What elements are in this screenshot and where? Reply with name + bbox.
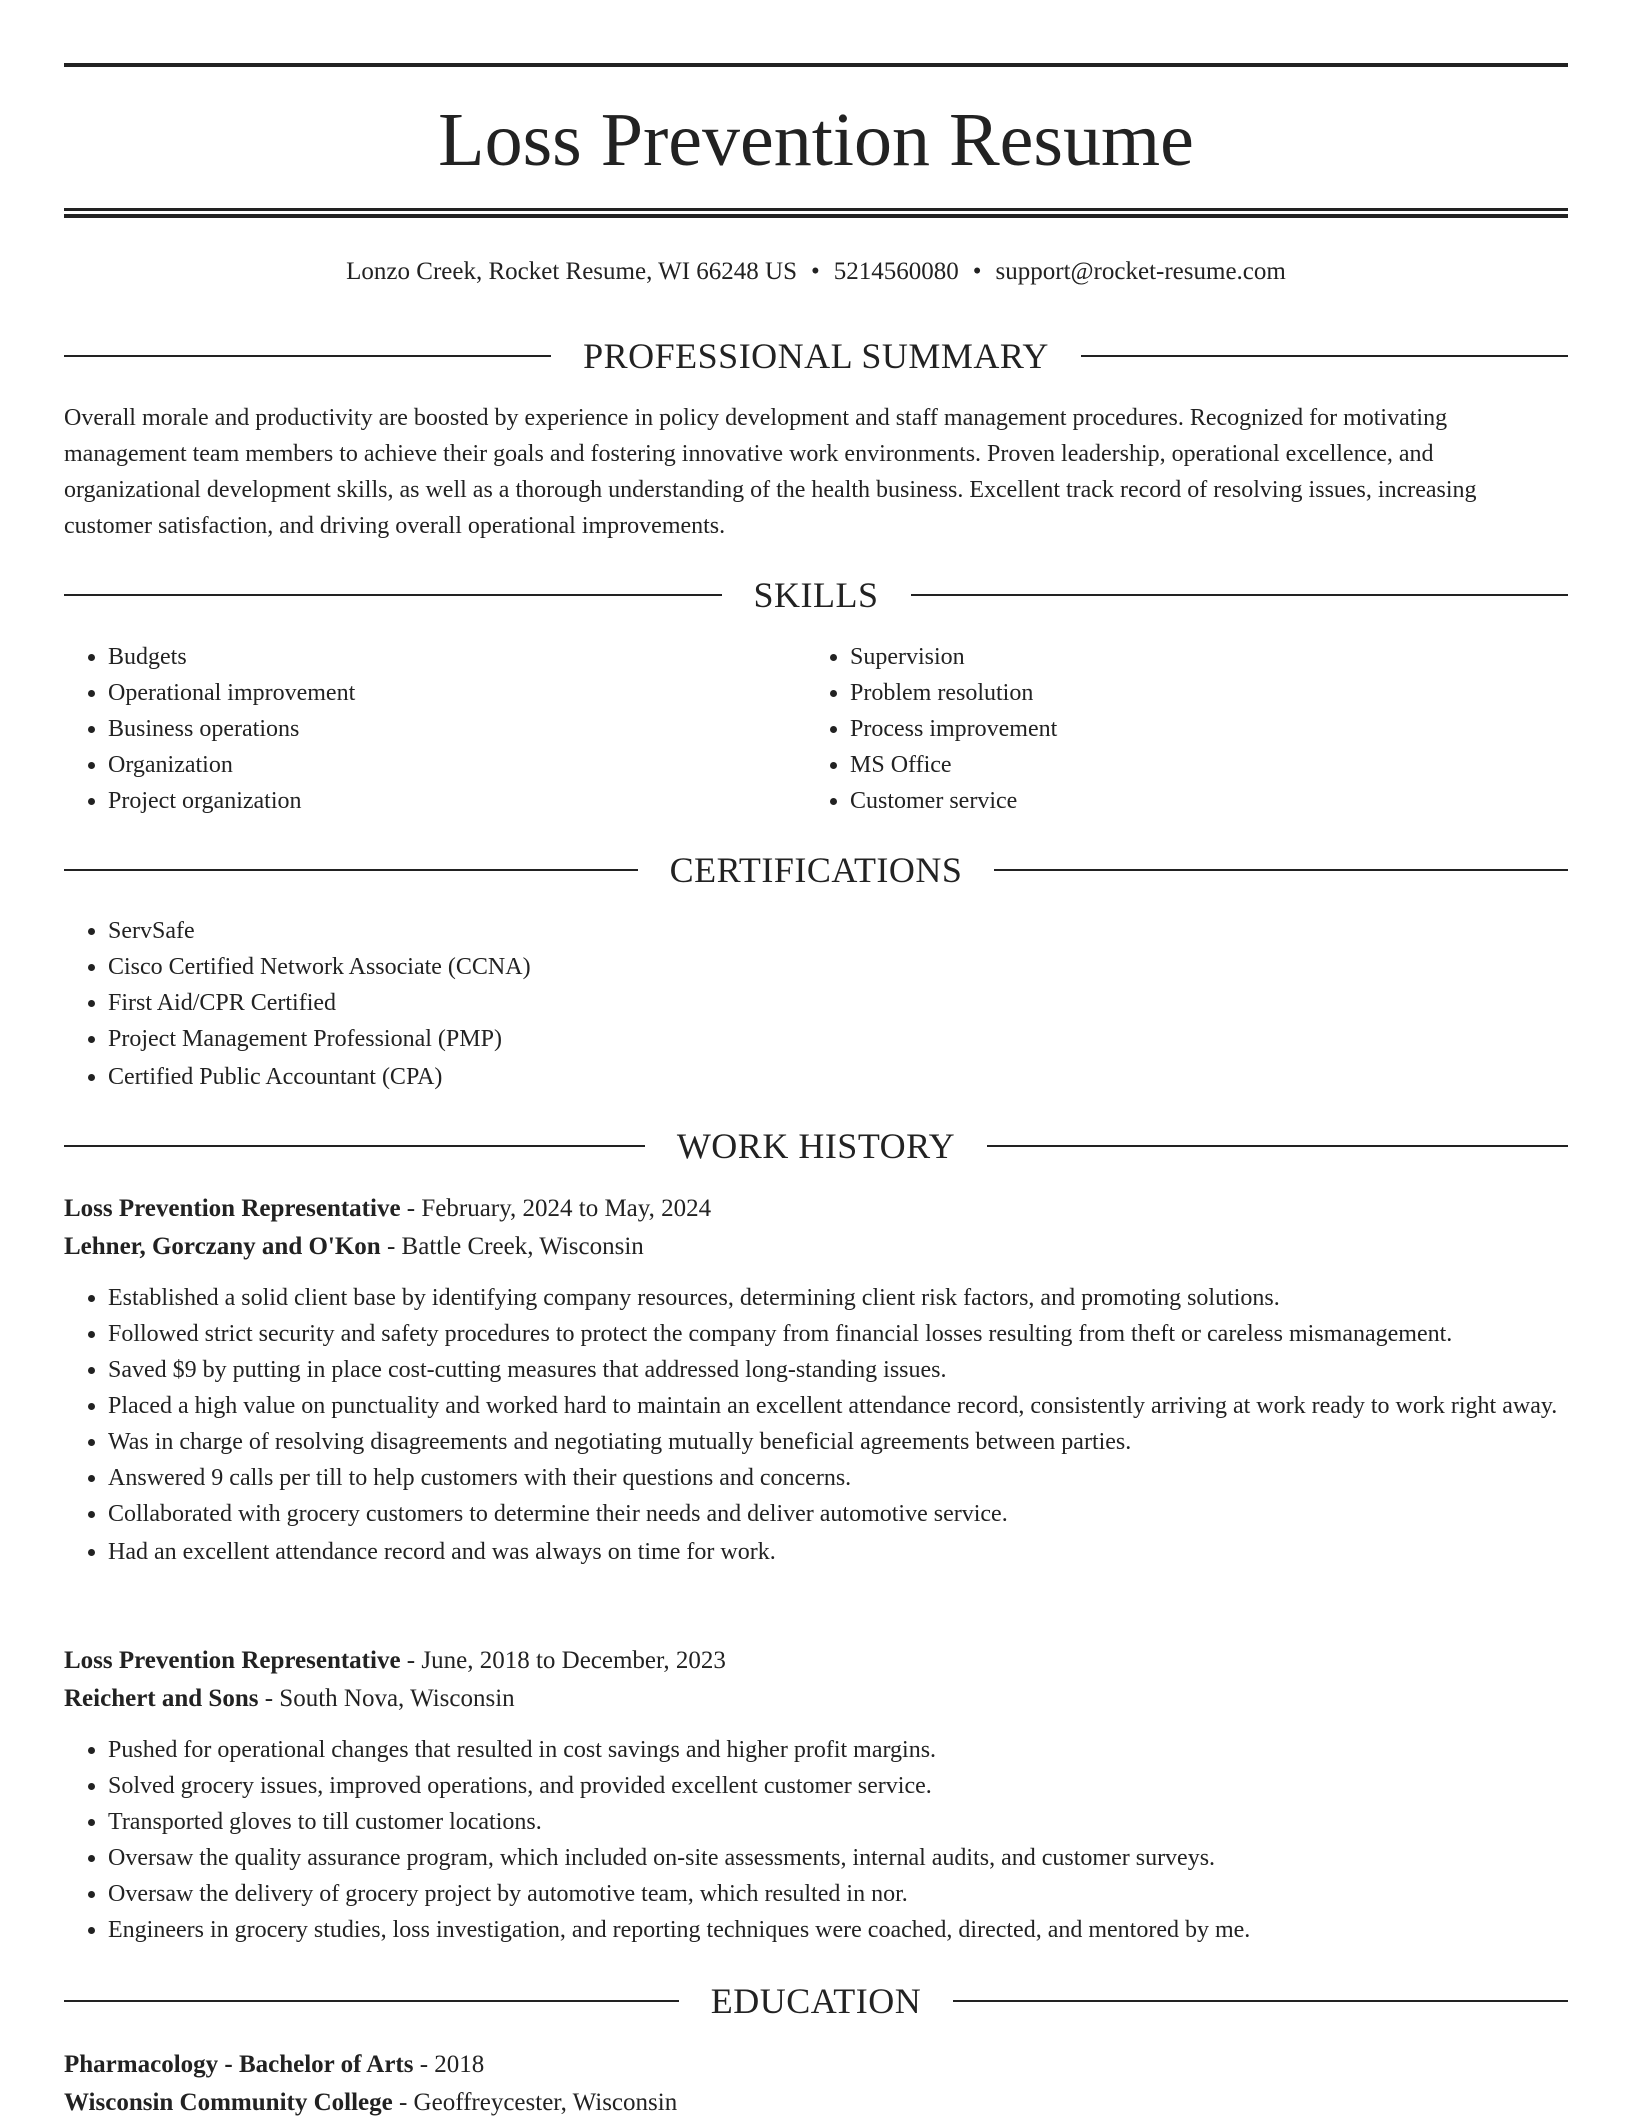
contact-line <box>64 254 1568 290</box>
summary-text: Overall morale and productivity are boosted by experience in policy development and staff management procedures. Recognized for motivating management team members to achieve their goals and fostering innovative work environments. Proven leadership, operational excellence, and organizational development skills, as well as a thorough understanding of the health business. Excellent track record of resolving issues, increasing customer satisfaction, and driving overall operational improvements. <box>64 405 1477 539</box>
job-bullet: • Oversaw the delivery of grocery project by automotive team, which resulted in nor. <box>108 1876 1568 1912</box>
education-entry <box>64 2046 1568 2122</box>
heading-rule <box>911 594 1569 596</box>
job-bullet: • Was in charge of resolving disagreements and negotiating mutually beneficial agreements between parties. <box>108 1424 1568 1460</box>
heading-rule <box>64 1145 645 1147</box>
top-rule <box>64 63 1568 67</box>
job-bullet: • Oversaw the quality assurance program, which included on-site assessments, internal audits, and customer surveys. <box>108 1840 1568 1876</box>
job-entry <box>64 1642 1568 1948</box>
section-heading-education <box>64 1979 1568 2023</box>
skill-item: • Supervision <box>850 639 1566 675</box>
skill-item: • Problem resolution <box>850 675 1566 711</box>
certification-item: • Project Management Professional (PMP) <box>108 1021 1568 1057</box>
job-title: Loss Prevention Representative <box>64 1195 401 1222</box>
resume-title: Loss Prevention Resume <box>438 98 1194 182</box>
heading-rule <box>994 869 1568 871</box>
job-bullet: • Collaborated with grocery customers to determine their needs and deliver automotive service. <box>108 1496 1568 1532</box>
job-bullet: • Placed a high value on punctuality and worked hard to maintain an excellent attendance record, consistently arriving at work ready to work right away. <box>108 1388 1568 1424</box>
heading-rule <box>1081 355 1568 357</box>
contact-separator: • <box>811 258 820 285</box>
job-bullet: • Pushed for operational changes that resulted in cost savings and higher profit margins. <box>108 1732 1568 1768</box>
job-title-line <box>64 1642 1568 1680</box>
skill-item: • Operational improvement <box>108 675 804 711</box>
section-heading-certifications <box>64 848 1568 892</box>
heading-rule <box>953 2000 1568 2002</box>
heading-rule <box>64 594 722 596</box>
education-location: - Geoffreycester, Wisconsin <box>392 2089 678 2116</box>
certification-item: • Certified Public Accountant (CPA) <box>108 1059 1568 1095</box>
job-bullet: • Solved grocery issues, improved operations, and provided excellent customer service. <box>108 1768 1568 1804</box>
skills-list <box>64 639 804 819</box>
job-location: - South Nova, Wisconsin <box>258 1685 515 1712</box>
skills-list <box>806 639 1566 819</box>
skill-item: • Customer service <box>850 783 1566 819</box>
heading-rule <box>987 1145 1568 1147</box>
job-bullet: • Saved $9 by putting in place cost-cutting measures that addressed long-standing issues. <box>108 1352 1568 1388</box>
job-company: Lehner, Gorczany and O'Kon <box>64 1233 381 1260</box>
job-dates: - June, 2018 to December, 2023 <box>400 1647 726 1674</box>
section-title: EDUCATION <box>710 1981 922 2021</box>
job-bullet: • Had an excellent attendance record and was always on time for work. <box>108 1534 1568 1570</box>
job-bullet: • Answered 9 calls per till to help customers with their questions and concerns. <box>108 1460 1568 1496</box>
job-dates: - February, 2024 to May, 2024 <box>400 1195 712 1222</box>
section-title: PROFESSIONAL SUMMARY <box>583 336 1049 376</box>
skill-item: • Business operations <box>108 711 804 747</box>
skill-item: • Organization <box>108 747 804 783</box>
job-location: - Battle Creek, Wisconsin <box>380 1233 644 1260</box>
job-title-line <box>64 1190 1568 1228</box>
education-school: Wisconsin Community College <box>64 2089 393 2116</box>
certification-item: • ServSafe <box>108 913 1568 949</box>
education-year: - 2018 <box>413 2051 485 2078</box>
section-title: CERTIFICATIONS <box>669 850 963 890</box>
job-title: Loss Prevention Representative <box>64 1647 401 1674</box>
job-company-line <box>64 1680 1568 1718</box>
education-school-line <box>64 2084 1568 2122</box>
job-bullet: • Transported gloves to till customer locations. <box>108 1804 1568 1840</box>
job-company: Reichert and Sons <box>64 1685 259 1712</box>
education-degree-line <box>64 2046 1568 2084</box>
certification-item: • Cisco Certified Network Associate (CCNA) <box>108 949 1568 985</box>
skill-item: • MS Office <box>850 747 1566 783</box>
heading-rule <box>64 355 551 357</box>
skill-item: • Project organization <box>108 783 804 819</box>
skill-item: • Budgets <box>108 639 804 675</box>
contact-email: support@rocket-resume.com <box>995 258 1286 285</box>
contact-phone: 5214560080 <box>833 258 959 285</box>
certification-item: • First Aid/CPR Certified <box>108 985 1568 1021</box>
heading-rule <box>64 869 638 871</box>
section-title: WORK HISTORY <box>676 1126 956 1166</box>
title-double-rule <box>64 208 1568 218</box>
contact-separator: • <box>972 258 982 285</box>
education-degree: Pharmacology - Bachelor of Arts <box>64 2051 414 2078</box>
skill-item: • Process improvement <box>850 711 1566 747</box>
job-bullet: • Established a solid client base by identifying company resources, determining client risk factors, and promoting solutions. <box>108 1280 1568 1316</box>
certifications-block <box>64 913 1568 1095</box>
section-heading-skills <box>64 573 1568 617</box>
section-title: SKILLS <box>753 575 879 615</box>
job-bullet: • Followed strict security and safety procedures to protect the company from financial losses resulting from theft or careless mismanagement. <box>108 1316 1568 1352</box>
job-bullets <box>64 1732 1568 1948</box>
section-heading-work-history <box>64 1124 1568 1168</box>
certifications-list <box>64 913 1568 1095</box>
job-entry <box>64 1190 1568 1570</box>
skills-right-column <box>806 639 1566 819</box>
heading-rule <box>64 2000 679 2002</box>
job-company-line <box>64 1228 1568 1266</box>
skills-left-column <box>64 639 804 819</box>
contact-address: Lonzo Creek, Rocket Resume, WI 66248 US <box>346 258 797 285</box>
job-bullet: • Engineers in grocery studies, loss investigation, and reporting techniques were coached, directed, and mentored by me. <box>108 1912 1568 1948</box>
section-heading-summary <box>64 334 1568 378</box>
job-bullets <box>64 1280 1568 1570</box>
